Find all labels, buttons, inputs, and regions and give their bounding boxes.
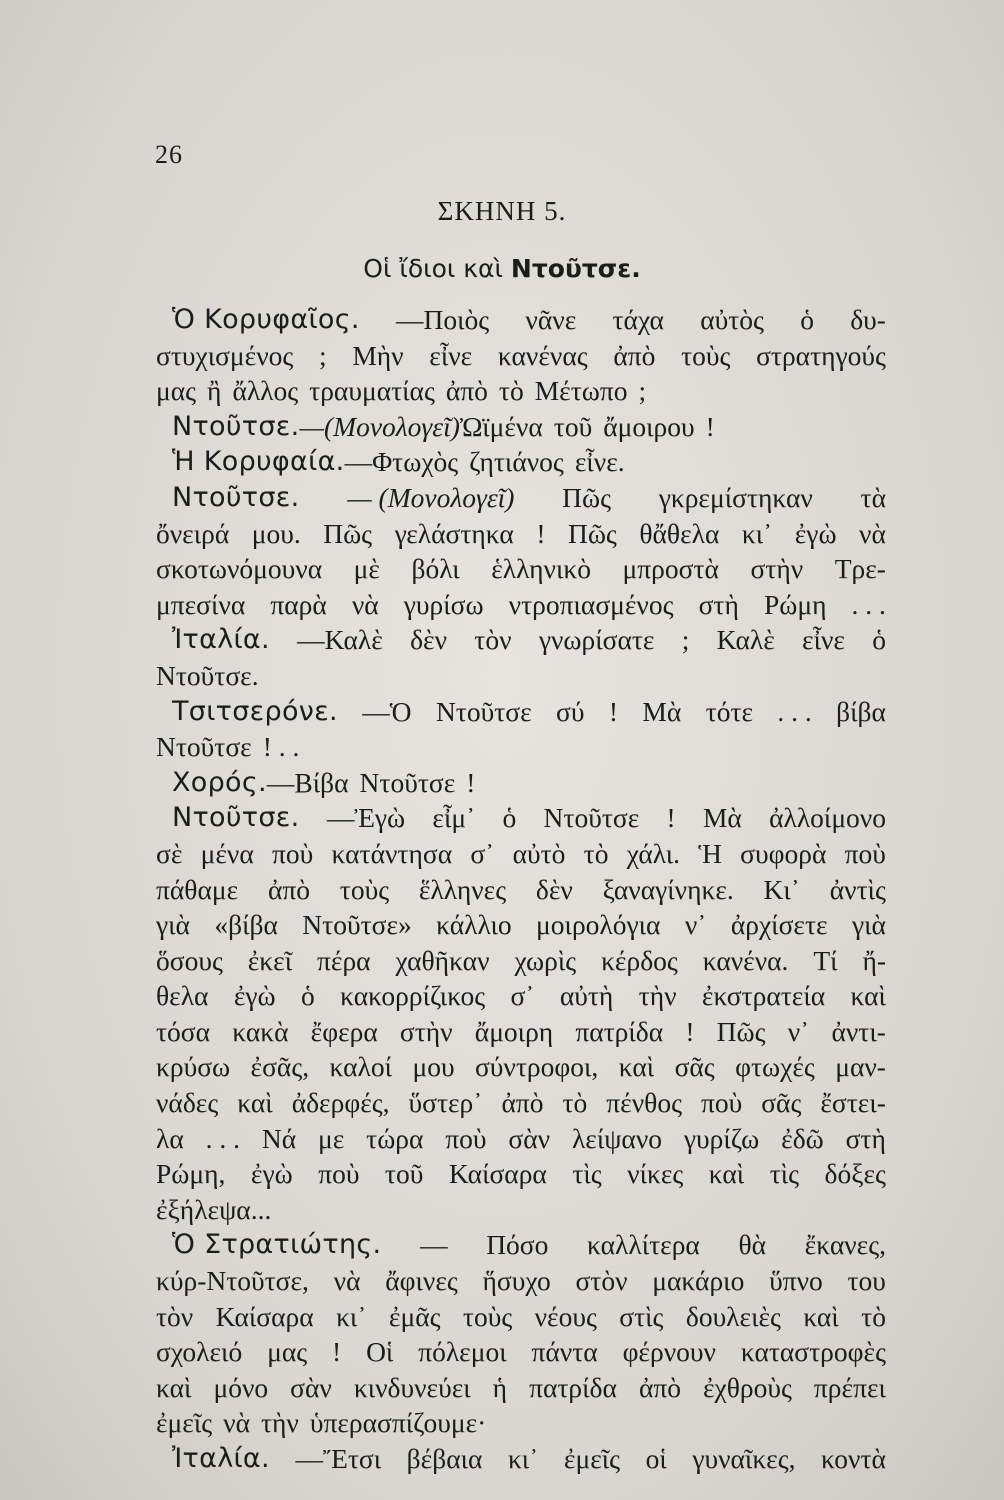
word: τὸ	[861, 1300, 886, 1332]
word: —Βίβα	[266, 766, 349, 798]
text-line	[156, 765, 886, 801]
text-line	[156, 1299, 886, 1335]
text-line	[156, 373, 886, 409]
word: σύντροφοι,	[474, 1051, 599, 1083]
scene-subtitle-name: Ντοῦτσε.	[510, 254, 641, 283]
word: σχολειό	[156, 1336, 243, 1368]
word: λείψανο	[571, 1122, 663, 1154]
word: Ὠϊμένα	[459, 410, 543, 442]
word: κάλλιο	[436, 909, 512, 941]
word: !	[608, 695, 619, 727]
word: Πῶς	[562, 481, 612, 513]
word: εἶνε	[802, 624, 845, 656]
page-number: 26	[155, 140, 183, 169]
word: κι᾽	[336, 1300, 367, 1332]
word: ἄφινες	[385, 1265, 458, 1297]
word: ἄλλος	[232, 375, 299, 407]
word: !	[466, 766, 476, 798]
word: Ντοῦτσε	[435, 695, 532, 727]
word: δὲν	[410, 624, 448, 656]
word: αὐτὸ	[512, 837, 566, 869]
word: . . .	[851, 588, 886, 620]
word: Οἱ	[366, 1336, 394, 1368]
word: θελα	[156, 980, 209, 1012]
stage-direction: —(Μονολογεῖ)	[299, 410, 460, 442]
word: γιὰ	[851, 909, 886, 941]
word: τοῦ	[553, 410, 593, 442]
word: σὰν	[508, 1122, 551, 1154]
word: κανένα.	[702, 944, 789, 976]
word: ποὺ	[700, 1087, 743, 1119]
word: μου	[412, 1051, 455, 1083]
word: ἢ	[207, 375, 222, 407]
word: ! . .	[262, 731, 300, 763]
text-line	[156, 1405, 886, 1441]
word: καὶ	[850, 980, 886, 1012]
word: ποὺ	[318, 1158, 360, 1190]
word: ἀλλοίμονο	[769, 802, 886, 834]
text-line	[156, 907, 886, 943]
word: τὸ	[498, 375, 524, 407]
word: στὴν	[750, 553, 804, 585]
text-line	[156, 1227, 886, 1263]
text-line	[156, 1049, 886, 1085]
word: τὴν	[260, 1407, 299, 1439]
word: δουλειὲς	[685, 1300, 781, 1332]
stage-direction: — (Μονολογεῖ)	[347, 481, 515, 513]
word: λα	[156, 1122, 184, 1154]
word: κοντὰ	[821, 1443, 886, 1474]
word: μόνο	[213, 1371, 269, 1403]
word: ἀντὶς	[829, 873, 886, 905]
word: τὰ	[860, 481, 886, 513]
word: ν᾽	[684, 909, 707, 941]
word: πάντα	[531, 1336, 598, 1368]
word: ἐγὼ	[250, 1158, 293, 1190]
text-line	[156, 480, 886, 516]
word: ντροπιασμένος	[508, 588, 674, 620]
word: καὶ	[708, 1158, 745, 1190]
speaker-name: Χορός.	[172, 766, 267, 798]
word: !	[666, 802, 676, 834]
word: τότε	[705, 695, 754, 727]
word: ἐκεῖ	[247, 944, 293, 976]
text-line	[156, 658, 886, 694]
word: ἕλληνες	[418, 873, 507, 905]
word: γελάστηκα	[394, 517, 514, 549]
word: ἐσᾶς,	[250, 1051, 310, 1083]
word: πάθαμε	[156, 873, 239, 905]
word: ζητιάνος	[469, 446, 564, 478]
word: θἄθελα	[639, 517, 720, 549]
word: !	[705, 410, 715, 442]
word: στὸν	[575, 1265, 628, 1297]
word: κατάντησα	[331, 837, 453, 869]
speaker-name: Ὁ Κορυφαῖος.	[172, 304, 360, 335]
word: Νά	[261, 1122, 297, 1154]
word: ποὺ	[445, 1122, 487, 1154]
word: ἄμοιρη	[474, 1015, 554, 1047]
text-line	[156, 1192, 886, 1228]
word: Πῶς	[323, 517, 373, 549]
word: καλλίτερα	[587, 1229, 700, 1261]
speaker-name: Ὁ Στρατιώτης.	[172, 1229, 382, 1261]
text-line	[156, 587, 886, 623]
word: ὕπνο	[769, 1265, 823, 1297]
scene-subtitle-text: Οἱ ἴδιοι καὶ	[363, 254, 503, 283]
word: !	[536, 517, 546, 549]
word: καὶ	[618, 1051, 655, 1083]
word: του	[847, 1265, 886, 1297]
word: —	[420, 1229, 448, 1261]
word: . . .	[205, 1122, 240, 1154]
word: συφορὰ	[740, 837, 827, 869]
text-line	[156, 516, 886, 552]
word: ἀρχίσετε	[730, 909, 828, 941]
word: ποὺ	[844, 837, 886, 869]
word: τοὺς	[681, 339, 731, 371]
word: δὲν	[535, 873, 573, 905]
word: Ντοῦτσε»	[302, 909, 412, 941]
word: μὲ	[353, 553, 380, 585]
word: καλοί	[329, 1051, 393, 1083]
word: ἀπὸ	[501, 1087, 544, 1119]
word: μένα	[200, 837, 254, 869]
word: ἐχθροὺς	[703, 1371, 792, 1403]
word: γιὰ	[156, 909, 190, 941]
word: ἀπὸ	[445, 375, 488, 407]
text-line	[156, 729, 886, 765]
word: αὐτὴ	[559, 980, 614, 1012]
word: ἀπὸ	[267, 873, 310, 905]
word: δόξες	[824, 1158, 886, 1190]
word: Ρώμη	[763, 588, 827, 620]
speaker-name: Ἡ Κορυφαία.	[172, 446, 345, 478]
text-line	[156, 836, 886, 872]
word: ὁ	[301, 980, 315, 1012]
word: τὸ	[583, 837, 609, 869]
word: νίκες	[627, 1158, 684, 1190]
word: κινδυνεύει	[353, 1371, 471, 1403]
word: Κι᾽	[763, 873, 800, 905]
word: ;	[318, 339, 327, 371]
word: —Ἐγὼ	[326, 802, 406, 834]
word: «βίβα	[214, 909, 278, 941]
word: ἀπὸ	[638, 1371, 681, 1403]
text-line	[156, 800, 886, 836]
word: Μέτωπο	[534, 375, 628, 407]
word: !	[685, 1015, 695, 1047]
word: ἐξήλεψα...	[156, 1193, 272, 1225]
text-line	[156, 302, 886, 338]
word: Ντοῦτσε	[359, 766, 456, 798]
word: στὴ	[698, 588, 739, 620]
text-line	[156, 694, 886, 730]
speaker-name: Ντοῦτσε.	[172, 481, 300, 513]
word: στὶς	[619, 1300, 664, 1332]
word: νᾶνε	[525, 304, 577, 335]
word: ἐδῶ	[781, 1122, 824, 1154]
text-line	[156, 1121, 886, 1157]
word: μαν-	[835, 1051, 886, 1083]
word: τραυματίας	[309, 375, 435, 407]
word: Καίσαρα	[448, 1158, 547, 1190]
word: ὅσους	[156, 944, 223, 976]
word: ;	[681, 624, 690, 656]
word: ξαναγίνηκε.	[602, 873, 734, 905]
word: σᾶς	[674, 1051, 715, 1083]
text-line	[156, 943, 886, 979]
word: εἶνε.	[574, 446, 625, 478]
word: ἡ	[492, 1371, 508, 1403]
word: γυρίζω	[683, 1122, 760, 1154]
word: ἐμᾶς	[388, 1300, 441, 1332]
word: θὰ	[738, 1229, 767, 1261]
word: φτωχές	[735, 1051, 815, 1083]
word: πόλεμοι	[418, 1336, 507, 1368]
word: ἐγὼ	[794, 517, 837, 549]
word: ἔκανες,	[804, 1229, 886, 1261]
word: Ἡ	[698, 837, 722, 869]
word: αὐτὸς	[700, 304, 764, 335]
word: τὸν	[474, 624, 512, 656]
word: !	[332, 1336, 342, 1368]
word: —Ἔτσι	[295, 1443, 382, 1474]
word: ἀδερφές,	[291, 1087, 390, 1119]
word: τοῦ	[384, 1158, 424, 1190]
word: πατρίδα	[575, 1015, 664, 1047]
text-line	[156, 1334, 886, 1370]
word: τὸ	[562, 1087, 588, 1119]
word: ἀπὸ	[613, 339, 656, 371]
word: νὰ	[333, 1265, 361, 1297]
word: τὶς	[572, 1158, 602, 1190]
word: Ρώμη,	[156, 1158, 226, 1190]
word: γυναῖκες,	[692, 1443, 796, 1474]
word: πατρίδα	[529, 1371, 617, 1403]
word: ὑπερασπίζουμε·	[309, 1407, 487, 1439]
word: χάλι.	[626, 837, 681, 869]
word: κανένας	[497, 339, 588, 371]
dialogue-text	[156, 302, 886, 1477]
word: στρατηγούς	[756, 339, 886, 371]
word: ὁ	[872, 624, 886, 656]
word: ὄνειρά	[156, 517, 230, 549]
word: Μὰ	[642, 695, 682, 727]
word: νὰ	[859, 517, 886, 549]
word: χωρὶς	[514, 944, 577, 976]
word: σύ	[556, 695, 585, 727]
text-line	[156, 978, 886, 1014]
word: ἄμοιρου	[603, 410, 695, 442]
text-line	[156, 1441, 886, 1477]
word: ἀντι-	[831, 1015, 886, 1047]
word: μας	[267, 1336, 308, 1368]
speaker-name: Ντοῦτσε.	[172, 802, 300, 834]
word: στὴν	[399, 1015, 453, 1047]
text-line	[156, 1370, 886, 1406]
word: μου.	[251, 517, 301, 549]
word: ἐμεῖς	[156, 1407, 213, 1439]
text-line	[156, 872, 886, 908]
word: μας	[156, 375, 197, 407]
word: σ᾽	[510, 980, 535, 1012]
text-line	[156, 1156, 886, 1192]
word: ὁ	[800, 304, 814, 335]
word: με	[317, 1122, 345, 1154]
word: καὶ	[156, 1371, 192, 1403]
word: ὁ	[502, 802, 517, 834]
word: δυ-	[850, 304, 886, 335]
word: νάδες	[156, 1087, 219, 1119]
word: νὰ	[351, 588, 379, 620]
word: ἑλληνικὸ	[491, 553, 591, 585]
text-line	[156, 409, 886, 445]
word: τὴν	[638, 980, 677, 1012]
word: γυρίσω	[403, 588, 484, 620]
text-line	[156, 622, 886, 658]
word: τάχα	[612, 304, 664, 335]
word: εἶνε	[429, 339, 473, 371]
word: τὸν	[156, 1300, 194, 1332]
word: ἤ-	[862, 944, 886, 976]
word: —Ὁ	[362, 695, 412, 727]
speaker-name: Τσιτσερόνε.	[172, 695, 338, 727]
word: μπεσίνα	[156, 588, 246, 620]
word: ὕστερ᾽	[408, 1087, 483, 1119]
scene-title: ΣΚΗΝΗ 5.	[437, 196, 567, 226]
word: πέρα	[317, 944, 371, 976]
word: βίβα	[836, 695, 886, 727]
word: εἶμ᾽	[432, 802, 476, 834]
word: τόσα	[156, 1015, 211, 1047]
word: ἥσυχο	[482, 1265, 551, 1297]
word: μακάριο	[652, 1265, 745, 1297]
word: φέρνουν	[622, 1336, 716, 1368]
word: ν᾽	[787, 1015, 810, 1047]
word: τώρα	[366, 1122, 424, 1154]
word: Μὰ	[702, 802, 742, 834]
word: καὶ	[803, 1300, 839, 1332]
word: κακορρίζικος	[340, 980, 486, 1012]
word: κέρδος	[601, 944, 678, 976]
word: ἔφερα	[310, 1015, 378, 1047]
word: στυχισμένος	[156, 339, 294, 371]
word: Καλὲ	[716, 624, 775, 656]
word: τὶς	[769, 1158, 800, 1190]
word: σὲ	[156, 837, 183, 869]
word: ἐγὼ	[233, 980, 276, 1012]
word: πένθος	[606, 1087, 682, 1119]
scene-subtitle	[0, 254, 1004, 283]
word: πρέπει	[813, 1371, 886, 1403]
word: ἔστει-	[820, 1087, 886, 1119]
word: —Φτωχὸς	[344, 446, 459, 478]
word: στὴ	[845, 1122, 886, 1154]
word: μπροστὰ	[622, 553, 719, 585]
word: γνωρίσατε	[538, 624, 655, 656]
word: γκρεμίστηκαν	[658, 481, 813, 513]
text-line	[156, 1014, 886, 1050]
word: τοὺς	[339, 873, 390, 905]
word: ποὺ	[272, 837, 314, 869]
word: βόλι	[411, 553, 460, 585]
text-line	[156, 1263, 886, 1299]
speaker-name: Ἰταλία.	[172, 624, 270, 656]
word: καὶ	[237, 1087, 273, 1119]
word: κι᾽	[507, 1443, 539, 1474]
text-line	[156, 1085, 886, 1121]
word: ;	[638, 375, 647, 407]
word: Τρε-	[834, 553, 886, 585]
word: . . .	[777, 695, 812, 727]
word: σὰν	[290, 1371, 332, 1403]
word: βέβαια	[406, 1443, 483, 1474]
speaker-name: Ἰταλία.	[172, 1443, 270, 1474]
word: μοιρολόγια	[536, 909, 661, 941]
word: Πῶς	[567, 517, 617, 549]
word: κύρ-Ντοῦτσε,	[156, 1265, 309, 1297]
word: νέους	[534, 1300, 597, 1332]
word: Καίσαρα	[215, 1300, 314, 1332]
word: νὰ	[223, 1407, 250, 1439]
speaker-name: Ντοῦτσε.	[172, 410, 300, 442]
word: Πῶς	[716, 1015, 766, 1047]
text-line	[156, 551, 886, 587]
word: κρύσω	[156, 1051, 231, 1083]
word: —Ποιὸς	[396, 304, 490, 335]
word: Ντοῦτσε	[156, 731, 252, 763]
word: τοὺς	[462, 1300, 513, 1332]
word: χαθῆκαν	[395, 944, 490, 976]
word: σ᾽	[470, 837, 495, 869]
word: καταστροφὲς	[740, 1336, 886, 1368]
word: Πόσο	[486, 1229, 549, 1261]
word: Ντοῦτσε.	[156, 659, 259, 691]
word: Τί	[813, 944, 838, 976]
word: Μὴν	[352, 339, 404, 371]
word: σκοτωνόμουνα	[156, 553, 323, 585]
text-line	[156, 444, 886, 480]
word: σᾶς	[761, 1087, 802, 1119]
word: ἐμεῖς	[563, 1443, 621, 1474]
text-line	[156, 338, 886, 374]
word: κακὰ	[232, 1015, 289, 1047]
word: Ντοῦτσε	[543, 802, 640, 834]
word: ἐκστρατεία	[701, 980, 826, 1012]
word: —Καλὲ	[297, 624, 383, 656]
word: παρὰ	[270, 588, 327, 620]
word: οἱ	[645, 1443, 667, 1474]
word: κι᾽	[741, 517, 773, 549]
